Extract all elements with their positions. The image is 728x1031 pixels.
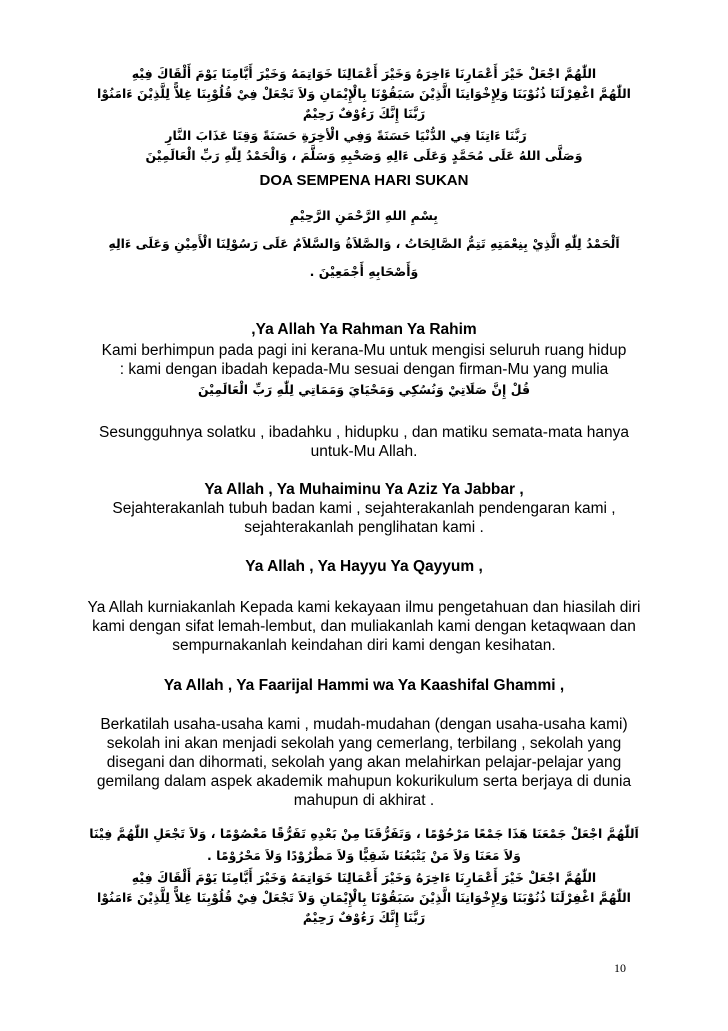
arabic-intro-line-1: اَلْحَمْدُ لِلّٰهِ الَّذِيْ بِنِعْمَتِهِ تَتِمُّ الصَّالِحَاتُ ، وَالصَّلاَةُ وَالسَّلاَمُ عَلَى رَسُوْلِنَا الْأَمِيْنِ وَعَلَى ءَالِهِ: [108, 236, 620, 251]
arabic-bottom-line-3: اللّٰهُمَّ اجْعَلْ خَيْرَ أَعْمَارِنَا ءَاخِرَهُ وَخَيْرَ أَعْمَالِنَا خَوَاتِمَهُ وَخَيْرَ أَيَّامِنَا يَوْمَ أَلْقَاكَ فِيْهِ: [131, 870, 597, 885]
paragraph-5-line-2: sekolah ini akan menjadi sekolah yang cemerlang, terbilang , sekolah yang: [106, 735, 622, 752]
paragraph-3-line-2: sejahterakanlah penglihatan kami .: [244, 519, 484, 536]
paragraph-4-line-1: Ya Allah kurniakanlah Kepada kami kekayaan ilmu pengetahuan dan hiasilah diri: [87, 599, 641, 616]
arabic-top-line-2: اللّٰهُمَّ اغْفِرْلَنَا ذُنُوْبَنَا وَلِإِخْوَانِنَا الَّذِيْنَ سَبَقُوْنَا بِالْإِيْمَانِ وَلاَ تَجْعَلْ فِيْ قُلُوْبِنَا غِلاًّ لِلَّذِيْنَ ءَامَنُوْا: [97, 86, 631, 101]
section-title-4: Ya Allah , Ya Hayyu Ya Qayyum ,: [245, 558, 483, 575]
arabic-top-line-4: رَبَّنَا ءَاتِنَا فِي الدُّنْيَا حَسَنَةً وَفِي الْأخِرَةِ حَسَنَةً وَقِنَا عَذَابَ النَّارِ: [165, 128, 527, 143]
arabic-verse: قُلْ إِنَّ صَلَاتِيْ وَنُسُكِي وَمَحْيَايَ وَمَمَاتِي لِلّٰهِ رَبِّ الْعَالَمِيْنَ: [197, 382, 531, 397]
paragraph-4-line-2: kami dengan sifat lemah-lembut, dan muliakanlah kami dengan ketaqwaan dan: [92, 618, 636, 635]
page-number: 10: [614, 961, 626, 975]
section-title-5: Ya Allah , Ya Faarijal Hammi wa Ya Kaashifal Ghammi ,: [163, 677, 565, 694]
paragraph-5-line-5: mahupun di akhirat .: [293, 792, 435, 809]
paragraph-1-line-1: Kami berhimpun pada pagi ini kerana-Mu untuk mengisi seluruh ruang hidup: [101, 342, 627, 359]
arabic-bottom-line-5: رَبَّنَا إِنَّكَ رَءُوْفٌ رَحِيْمٌ: [302, 910, 426, 925]
arabic-bottom-line-2: وَلاَ مَعَنَا وَلاَ مَنْ يَتْبَعُنَا شَقِيًّا وَلاَ مَطْرُوْدًا وَلاَ مَحْرُوْمًا .: [207, 848, 521, 863]
paragraph-2-line-2: untuk-Mu Allah.: [310, 443, 418, 460]
section-title-3: Ya Allah , Ya Muhaiminu Ya Aziz Ya Jabbar ,: [204, 481, 524, 498]
arabic-bottom-line-4: اللّٰهُمَّ اغْفِرْلَنَا ذُنُوْبَنَا وَلِإِخْوَانِنَا الَّذِيْنَ سَبَقُوْنَا بِالْإِيْمَانِ وَلاَ تَجْعَلْ فِيْ قُلُوْبِنَا غِلاًّ لِلَّذِيْنَ ءَامَنُوْا: [97, 890, 631, 905]
paragraph-4-line-3: sempurnakanlah keindahan diri kami dengan kesihatan.: [172, 637, 556, 654]
paragraph-5-line-3: disegani dan dihormati, sekolah yang akan melahirkan pelajar-pelajar yang: [106, 754, 622, 771]
paragraph-3-line-1: Sejahterakanlah tubuh badan kami , sejahterakanlah pendengaran kami ,: [112, 500, 616, 517]
arabic-top-line-1: اللّٰهُمَّ اجْعَلْ خَيْرَ أَعْمَارِنَا ءَاخِرَهُ وَخَيْرَ أَعْمَالِنَا خَوَاتِمَهُ وَخَيْرَ أَيَّامِنَا يَوْمَ أَلْقَاكَ فِيْهِ: [131, 66, 597, 81]
paragraph-1-line-2: : kami dengan ibadah kepada-Mu sesuai dengan firman-Mu yang mulia: [119, 361, 609, 378]
arabic-bottom-line-1: اَللّٰهُمَّ اجْعَلْ جَمْعَنَا هَذَا جَمْعًا مَرْحُوْمًا ، وَتَفَرُّقَنَا مِنْ بَعْدِهِ تَفَرُّقًا مَعْصُوْمًا ، وَلاَ تَجْعَلِ اللّٰهُمَّ فِيْنَا: [89, 826, 639, 841]
paragraph-5-line-1: Berkatilah usaha-usaha kami , mudah-mudahan (dengan usaha-usaha kami): [100, 716, 628, 733]
page-title: DOA SEMPENA HARI SUKAN: [259, 172, 469, 189]
arabic-intro-line-2: وَأَصْحَابِهِ أَجْمَعِيْنَ .: [309, 264, 419, 279]
arabic-top-line-3: رَبَّنَا إِنَّكَ رَءُوْفٌ رَحِيْمٌ: [302, 106, 426, 121]
arabic-basmalah: بِسْمِ اللهِ الرَّحْمَنِ الرَّحِيْمِ: [290, 208, 438, 223]
arabic-top-line-5: وَصَلَّى اللهُ عَلَى مُحَمَّدٍ وَعَلَى ءَالِهِ وَصَحْبِهِ وَسَلَّمَ ، وَالْحَمْدُ لِلّٰهِ رَبِّ الْعَالَمِيْنَ: [145, 148, 583, 163]
paragraph-2-line-1: Sesungguhnya solatku , ibadahku , hidupku , dan matiku semata-mata hanya: [99, 424, 629, 441]
section-title-1: ,Ya Allah Ya Rahman Ya Rahim: [251, 321, 477, 338]
paragraph-5-line-4: gemilang dalam aspek akademik mahupun kokurikulum serta berjaya di dunia: [96, 773, 632, 790]
